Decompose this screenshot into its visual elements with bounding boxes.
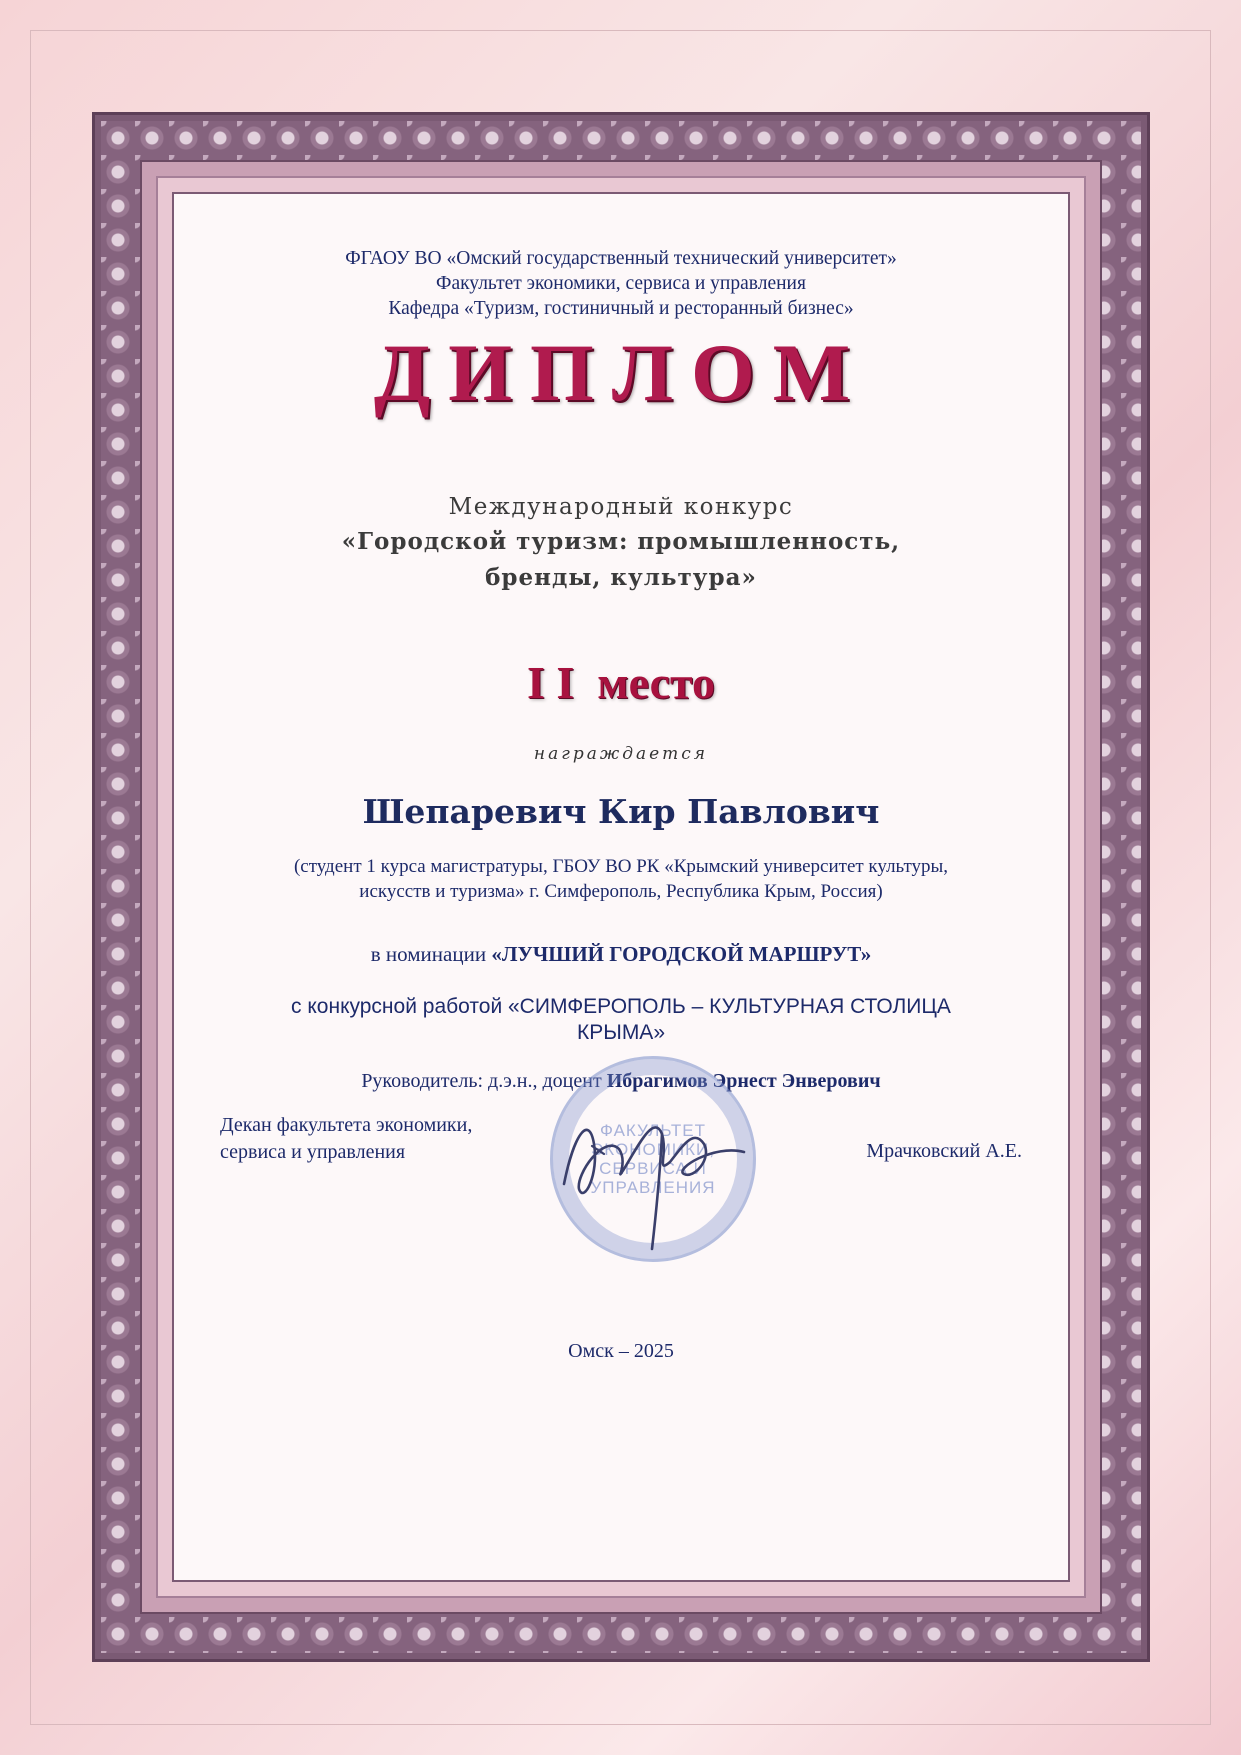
contest-name-line1: «Городской туризм: промышленность,: [341, 528, 901, 555]
stamp-line2: ЭКОНОМИКИ,: [591, 1140, 715, 1159]
stamp-line3: СЕРВИСА И: [599, 1159, 707, 1178]
contest-type: Международный конкурс: [448, 494, 794, 520]
place-award: I I место: [526, 657, 716, 708]
recipient-details: [214, 854, 1028, 904]
dean-title-line1: Декан факультета экономики,: [220, 1114, 473, 1136]
handwritten-signature: [544, 1074, 774, 1264]
contest-work-line2: КРЫМА»: [576, 1021, 665, 1044]
stamp-line1: ФАКУЛЬТЕТ: [600, 1121, 706, 1140]
dean-title-line2: сервиса и управления: [220, 1141, 406, 1163]
awarded-label: награждается: [533, 744, 709, 764]
diploma-content: [172, 192, 1070, 1582]
supervisor-prefix: Руководитель: д.э.н., доцент: [361, 1070, 607, 1092]
place-and-year: Омск – 2025: [568, 1340, 674, 1362]
recipient-name: Шепаревич Кир Павлович: [362, 792, 880, 831]
issuer-university: ФГАОУ ВО «Омский государственный технический университет»: [345, 248, 897, 269]
issuer-faculty: Факультет экономики, сервиса и управления: [436, 273, 806, 294]
contest-name-line2: бренды, культура»: [485, 564, 757, 591]
nomination: [174, 942, 1068, 967]
contest-name: [174, 524, 1068, 596]
supervisor-name: Ибрагимов Эрнест Энверович: [606, 1070, 881, 1092]
stamp-line4: УПРАВЛЕНИЯ: [590, 1178, 716, 1197]
issuer-header: [174, 246, 1068, 321]
contest-block: [174, 494, 1068, 596]
diploma-title: ДИПЛОМ: [373, 327, 869, 418]
nomination-prefix: в номинации: [370, 942, 492, 966]
contest-work-line1: с конкурсной работой «СИМФЕРОПОЛЬ – КУЛЬТУРНАЯ СТОЛИЦА: [291, 995, 951, 1018]
recipient-details-line1: (студент 1 курса магистратуры, ГБОУ ВО РК «Крымский университет культуры,: [293, 856, 949, 877]
dean-name: Мрачковский А.Е.: [866, 1140, 1022, 1162]
contest-work: [204, 994, 1038, 1046]
recipient-details-line2: искусств и туризма» г. Симферополь, Республика Крым, Россия): [359, 881, 883, 902]
dean-title: [220, 1112, 580, 1166]
issuer-department: Кафедра «Туризм, гостиничный и ресторанный бизнес»: [388, 298, 854, 319]
nomination-name: «ЛУЧШИЙ ГОРОДСКОЙ МАРШРУТ»: [491, 942, 872, 966]
